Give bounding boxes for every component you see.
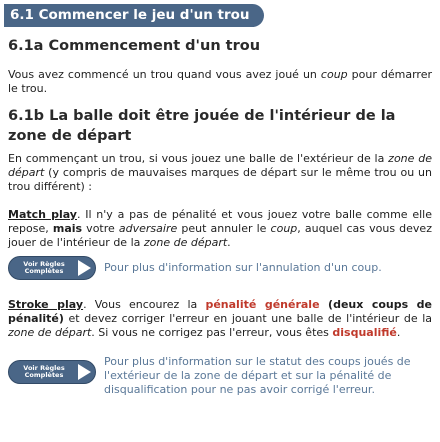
heading-6-1b: 6.1b La balle doit être jouée de l'intérieur de la zone de départ (8, 108, 396, 144)
match-play-label: Match play (8, 208, 77, 221)
button-line-1: Voir Règles (23, 260, 65, 268)
paragraph-stroke-play: Stroke play. Vous encourez la pénalité générale (deux coups de pénalité) et devez corriger l'erreur en jouant une balle de l'intérieur de la zone de départ. Si vous ne corrigez pas l'erreur, vous êtes disqualifié. (8, 298, 432, 339)
voir-regles-button-2[interactable] (8, 360, 96, 384)
paragraph-match-play: Match play. Il n'y a pas de pénalité et vous jouez votre balle comme elle repose, mais votre adversaire peut annuler le coup, auquel cas vous devez jouer de l'intérieur de la zone de départ. (8, 208, 432, 249)
stroke-play-label: Stroke play (8, 298, 84, 311)
arrow-right-icon (78, 260, 91, 276)
banner-title: 6.1 Commencer le jeu d'un trou (10, 7, 250, 23)
penalite-generale: pénalité générale (205, 298, 320, 311)
paragraph-commencement: Vous avez commencé un trou quand vous avez joué un coup pour démarrer le trou. (8, 68, 433, 95)
disqualifie: disqualifié (332, 326, 397, 339)
button-line-2: Complètes (24, 371, 64, 379)
paragraph-exterieur: En commençant un trou, si vous jouez une balle de l'extérieur de la zone de départ (y compris de mauvaises marques de départ sur le même trou ou un trou différent) : (8, 152, 432, 193)
info-statut: Pour plus d'information sur le statut des coups joués de l'extérieur de la zone de départ et sur la pénalité de disqualification pour ne pas avoir corrigé l'erreur. (104, 355, 411, 396)
button-line-1: Voir Règles (23, 364, 65, 372)
button-line-2: Complètes (24, 267, 64, 275)
section-banner (4, 4, 264, 27)
info-annulation: Pour plus d'information sur l'annulation d'un coup. (104, 261, 382, 274)
heading-6-1a: 6.1a Commencement d'un trou (8, 38, 261, 54)
arrow-right-icon (78, 364, 91, 380)
voir-regles-button[interactable] (8, 256, 96, 280)
